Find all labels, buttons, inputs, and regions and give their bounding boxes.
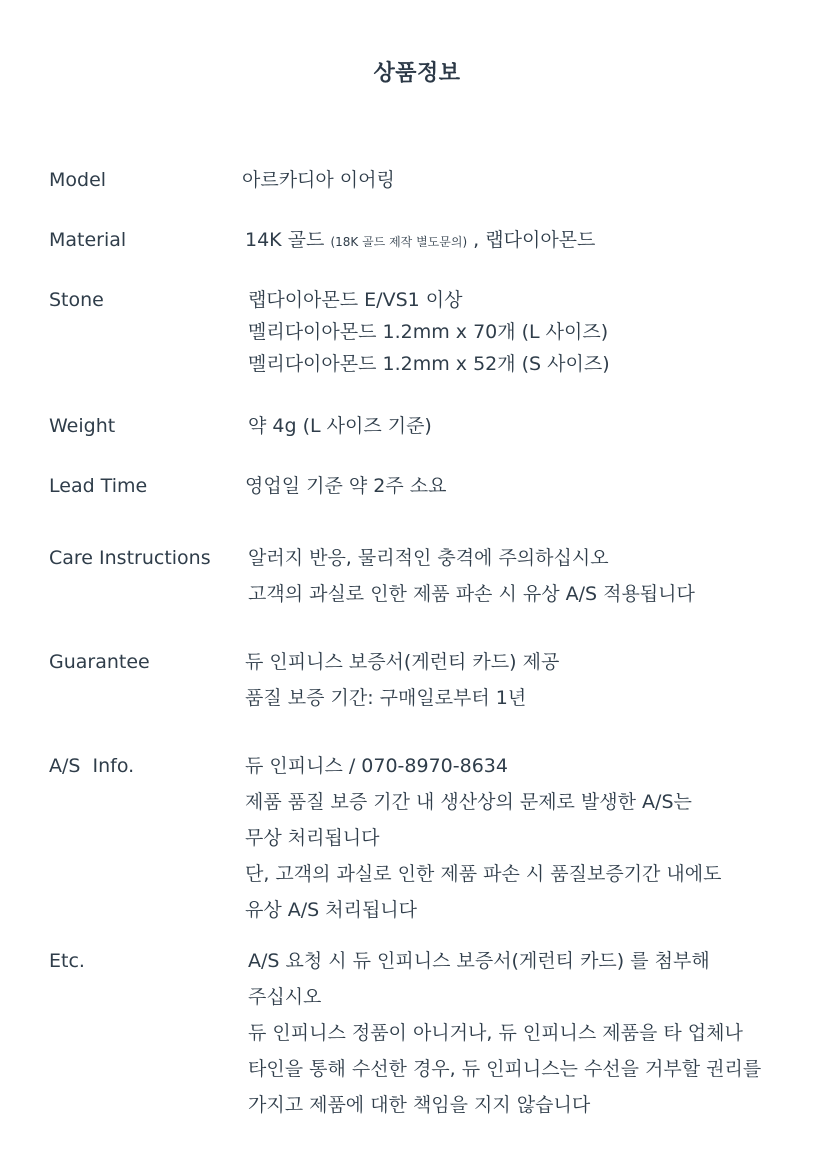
row-value [245, 754, 722, 934]
page-title: 상품정보 [373, 61, 461, 86]
row-value [245, 228, 595, 264]
value-line: 듀 인피니스 정품이 아니거나, 듀 인피니스 제품을 타 업체나 [248, 1022, 743, 1044]
value-line: 알러지 반응, 물리적인 충격에 주의하십시오 [248, 547, 609, 569]
value-line: 멜리다이아몬드 1.2mm x 52개 (S 사이즈) [248, 353, 610, 375]
material-note: (18K 골드 제작 별도문의) [330, 235, 468, 249]
value-line: 가지고 제품에 대한 책임을 지지 않습니다 [248, 1094, 591, 1116]
row-label: Material [49, 229, 127, 251]
value-line: 주십시오 [248, 986, 322, 1008]
value-line: 품질 보증 기간: 구매일로부터 1년 [245, 687, 527, 709]
value-line: 듀 인피니스 / 070-8970-8634 [245, 755, 508, 777]
value-line: 무상 처리됩니다 [245, 827, 380, 849]
value-line: 멜리다이아몬드 1.2mm x 70개 (L 사이즈) [248, 321, 609, 343]
value-line [245, 228, 595, 264]
row-value [245, 474, 446, 510]
value-line: 타인을 통해 수선한 경우, 듀 인피니스는 수선을 거부할 권리를 [248, 1058, 762, 1080]
row-value [248, 546, 695, 618]
row-label: Etc. [49, 950, 85, 972]
row-label: Model [49, 169, 107, 191]
row-value [248, 288, 610, 384]
row-label: Care Instructions [49, 547, 211, 569]
row-label: A/S Info. [49, 755, 135, 777]
value-line: 듀 인피니스 보증서(게런티 카드) 제공 [245, 651, 560, 673]
value-line: 랩다이아몬드 E/VS1 이상 [248, 289, 463, 311]
value-line: 제품 품질 보증 기간 내 생산상의 문제로 발생한 A/S는 [245, 791, 692, 813]
value-line: 영업일 기준 약 2주 소요 [245, 475, 447, 497]
row-value [242, 168, 395, 204]
value-line: 아르카디아 이어링 [242, 169, 395, 191]
row-label: Guarantee [49, 651, 150, 673]
row-label: Stone [49, 289, 104, 311]
value-line: 단, 고객의 과실로 인한 제품 파손 시 품질보증기간 내에도 [245, 863, 722, 885]
value-line: 약 4g (L 사이즈 기준) [248, 415, 432, 437]
value-line: 고객의 과실로 인한 제품 파손 시 유상 A/S 적용됩니다 [248, 583, 695, 605]
value-line: A/S 요청 시 듀 인피니스 보증서(게런티 카드) 를 첨부해 [248, 950, 710, 972]
row-label: Lead Time [49, 475, 148, 497]
material-suffix: , 랩다이아몬드 [473, 229, 596, 251]
row-value [248, 414, 432, 450]
row-label: Weight [49, 415, 116, 437]
row-value [248, 949, 761, 1129]
material-main: 14K 골드 [245, 229, 325, 251]
value-line: 유상 A/S 처리됩니다 [245, 899, 418, 921]
row-value [245, 650, 559, 722]
